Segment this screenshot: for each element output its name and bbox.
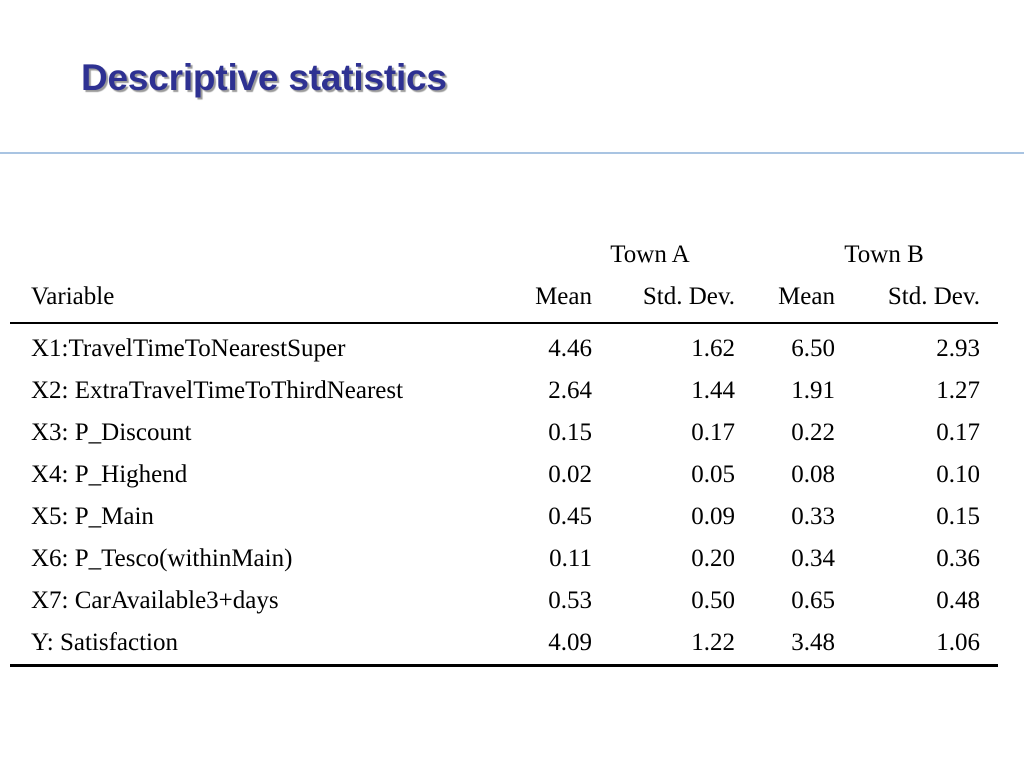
cell-variable: X7: CarAvailable3+days — [31, 587, 279, 614]
cell-sd-town-a: 1.44 — [691, 377, 735, 404]
column-header-sd-b: Std. Dev. — [887, 283, 980, 310]
cell-sd-town-b: 1.27 — [936, 377, 980, 404]
slide-title: Descriptive statistics — [81, 57, 447, 98]
title-divider — [0, 152, 1024, 154]
table-row — [10, 622, 998, 664]
cell-mean-town-a: 0.53 — [548, 587, 592, 614]
cell-variable: X6: P_Tesco(withinMain) — [31, 545, 293, 572]
cell-mean-town-a: 0.11 — [549, 545, 592, 572]
cell-sd-town-b: 0.36 — [936, 545, 980, 572]
cell-sd-town-b: 0.15 — [936, 503, 980, 530]
cell-variable: X3: P_Discount — [31, 419, 192, 446]
cell-sd-town-a: 0.09 — [691, 503, 735, 530]
cell-mean-town-b: 0.34 — [791, 545, 835, 572]
cell-mean-town-a: 4.46 — [548, 335, 592, 362]
group-header-town-a: Town A — [610, 241, 690, 268]
cell-variable: X4: P_Highend — [31, 461, 188, 488]
cell-sd-town-a: 0.05 — [691, 461, 735, 488]
table-row — [10, 454, 998, 496]
cell-sd-town-a: 0.20 — [691, 545, 735, 572]
table-body — [10, 328, 998, 664]
cell-mean-town-b: 0.33 — [791, 503, 835, 530]
column-header-variable: Variable — [31, 283, 140, 310]
group-header-row — [10, 234, 998, 276]
descriptive-statistics-table — [10, 234, 998, 667]
cell-sd-town-a: 1.62 — [691, 335, 735, 362]
cell-variable: X5: P_Main — [31, 503, 154, 530]
cell-sd-town-b: 0.17 — [936, 419, 980, 446]
cell-mean-town-a: 0.02 — [548, 461, 592, 488]
cell-sd-town-b: 0.48 — [936, 587, 980, 614]
cell-mean-town-b: 1.91 — [791, 377, 835, 404]
table-row — [10, 580, 998, 622]
cell-sd-town-a: 0.50 — [691, 587, 735, 614]
column-header-row — [10, 276, 998, 318]
group-header-town-b: Town B — [844, 241, 924, 268]
cell-sd-town-a: 1.22 — [691, 629, 735, 656]
table-row — [10, 412, 998, 454]
cell-sd-town-b: 0.10 — [936, 461, 980, 488]
cell-mean-town-b: 0.65 — [791, 587, 835, 614]
table-row — [10, 496, 998, 538]
cell-mean-town-b: 0.22 — [791, 419, 835, 446]
table-row — [10, 370, 998, 412]
cell-sd-town-a: 0.17 — [691, 419, 735, 446]
cell-mean-town-a: 4.09 — [548, 629, 592, 656]
cell-sd-town-b: 2.93 — [936, 335, 980, 362]
cell-variable: X2: ExtraTravelTimeToThirdNearest — [31, 377, 404, 404]
cell-mean-town-b: 0.08 — [791, 461, 835, 488]
table-row — [10, 538, 998, 580]
cell-variable: Y: Satisfaction — [31, 629, 178, 656]
cell-sd-town-b: 1.06 — [936, 629, 980, 656]
cell-mean-town-a: 0.15 — [548, 419, 592, 446]
cell-mean-town-b: 3.48 — [791, 629, 835, 656]
column-header-mean-b: Mean — [778, 283, 835, 310]
cell-mean-town-a: 2.64 — [548, 377, 592, 404]
bottom-rule — [10, 664, 998, 667]
cell-mean-town-a: 0.45 — [548, 503, 592, 530]
cell-mean-town-b: 6.50 — [791, 335, 835, 362]
column-header-mean-a: Mean — [535, 283, 592, 310]
table-row — [10, 328, 998, 370]
cell-variable: X1:TravelTimeToNearestSuper — [31, 335, 346, 362]
column-header-sd-a: Std. Dev. — [642, 283, 735, 310]
